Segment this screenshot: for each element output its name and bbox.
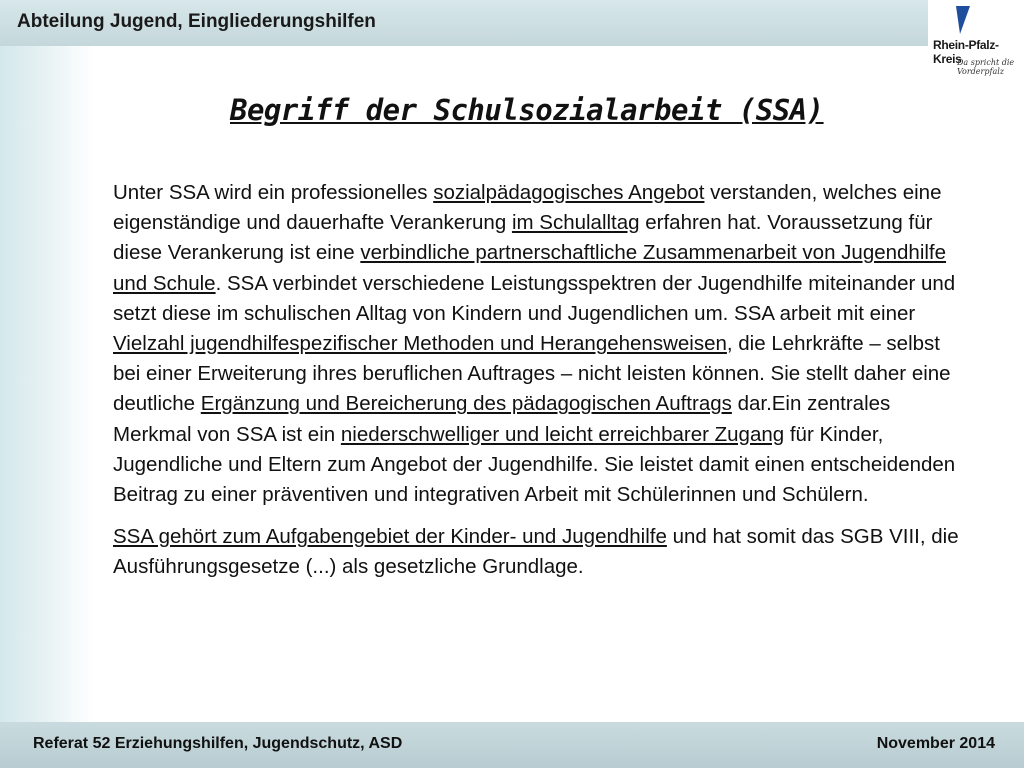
slide-title: Begriff der Schulsozialarbeit (SSA): [230, 93, 824, 127]
underlined-term: niederschwelliger und leicht erreichbarer Zugang: [340, 422, 785, 446]
logo-name: Rhein-Pfalz-Kreis: [933, 38, 999, 66]
text-segment: dar.Ein zentrales Merkmal von SSA ist ein: [113, 392, 891, 446]
blue-flag-icon: [954, 4, 976, 36]
department-title: Abteilung Jugend, Eingliederungshilfen: [17, 11, 376, 32]
logo-slogan: Da spricht die Vorderpfalz: [957, 58, 1015, 76]
underlined-term: verbindliche partnerschaftliche Zusammenarbeit von Jugendhilfe und Schule: [113, 241, 947, 295]
text-segment: , die Lehrkräfte – selbst bei einer Erweiterung ihres beruflichen Auftrages – nicht leisten können. Sie stellt daher eine deutliche: [113, 332, 951, 416]
text-segment: verstanden, welches eine eigenständige und dauerhafte Verankerung: [113, 181, 942, 235]
footer-date: November 2014: [876, 735, 995, 752]
underlined-term: Vielzahl jugendhilfespezifischer Methoden und Herangehensweisen: [113, 332, 727, 356]
header-bar: [0, 0, 928, 46]
text-segment: erfahren hat. Voraussetzung für diese Verankerung ist eine: [113, 211, 933, 265]
paragraph-legal-basis: [113, 522, 973, 582]
underlined-term: sozialpädagogisches Angebot: [433, 181, 705, 204]
underlined-term: Ergänzung und Bereicherung des pädagogischen Auftrags: [200, 392, 732, 416]
body-text: [113, 178, 973, 583]
underlined-term: im Schulalltag: [511, 211, 640, 235]
paragraph-definition: [113, 178, 973, 510]
text-segment: . SSA verbindet verschiedene Leistungsspektren der Jugendhilfe miteinander und setzt diese im schulischen Alltag von Kindern und Jugendlichen um. SSA arbeit mit einer: [113, 271, 956, 325]
text-segment: für Kinder, Jugendliche und Eltern zum Angebot der Jugendhilfe. Sie leistet damit einen entscheidenden Beitrag zu einer präventiven und integrativen Arbeit mit Schülerinnen und Schülern.: [113, 422, 956, 507]
district-logo: [930, 0, 1024, 77]
footer-bar: [0, 722, 1024, 768]
underlined-term: SSA gehört zum Aufgabengebiet der Kinder- und Jugendhilfe: [113, 525, 667, 549]
text-segment: Unter SSA wird ein professionelles: [113, 181, 434, 204]
left-gradient-band: [0, 0, 95, 768]
footer-department: Referat 52 Erziehungshilfen, Jugendschutz, ASD: [33, 735, 403, 752]
text-segment: und hat somit das SGB VIII, die Ausführungsgesetze (...) als gesetzliche Grundlage.: [113, 525, 959, 579]
